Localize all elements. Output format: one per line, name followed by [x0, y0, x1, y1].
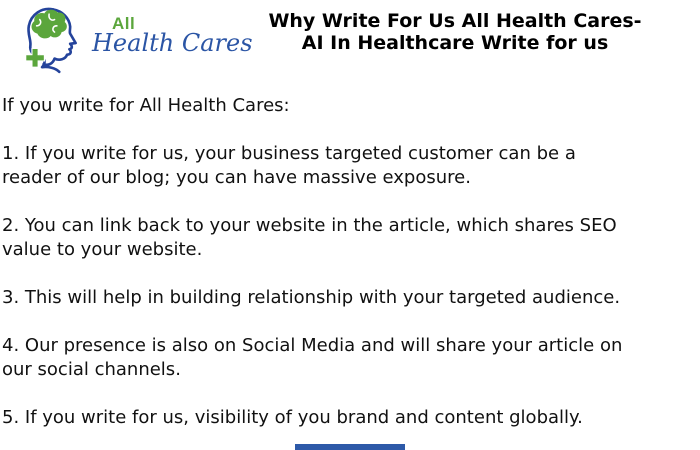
- list-item-3: [2, 286, 698, 310]
- list-item-4-line-1: 4. Our presence is also on Social Media and will share your article on: [2, 335, 623, 356]
- article-body: [0, 94, 700, 430]
- list-item-4-line-2: our social channels.: [2, 359, 181, 380]
- list-item-2: [2, 214, 698, 262]
- list-item-5-line-1: 5. If you write for us, visibility of you brand and content globally.: [2, 407, 583, 428]
- list-item-2-line-1: 2. You can link back to your website in the article, which shares SEO: [2, 215, 617, 236]
- list-item-3-line-1: 3. This will help in building relationship with your targeted audience.: [2, 287, 621, 308]
- list-item-1-line-1: 1. If you write for us, your business targeted customer can be a: [2, 143, 576, 164]
- head-brain-cross-icon: [14, 4, 92, 82]
- list-item-4: [2, 334, 698, 382]
- logo: [0, 0, 253, 84]
- intro-line: If you write for All Health Cares:: [2, 95, 290, 116]
- title-line-1: Why Write For Us All Health Cares-: [268, 10, 642, 32]
- header: [0, 0, 700, 84]
- logo-wordmark-all: All: [112, 14, 136, 33]
- page-title: [250, 0, 700, 84]
- list-item-1-line-2: reader of our blog; you can have massive exposure.: [2, 167, 471, 188]
- title-line-2: AI In Healthcare Write for us: [301, 32, 609, 54]
- footer-bar: [295, 444, 405, 450]
- list-item-1: [2, 142, 698, 190]
- list-item-2-line-2: value to your website.: [2, 239, 203, 260]
- logo-wordmark: [92, 14, 253, 72]
- logo-wordmark-script: Health Cares: [92, 29, 253, 57]
- list-item-5: [2, 406, 698, 430]
- medical-cross-icon: [26, 48, 45, 67]
